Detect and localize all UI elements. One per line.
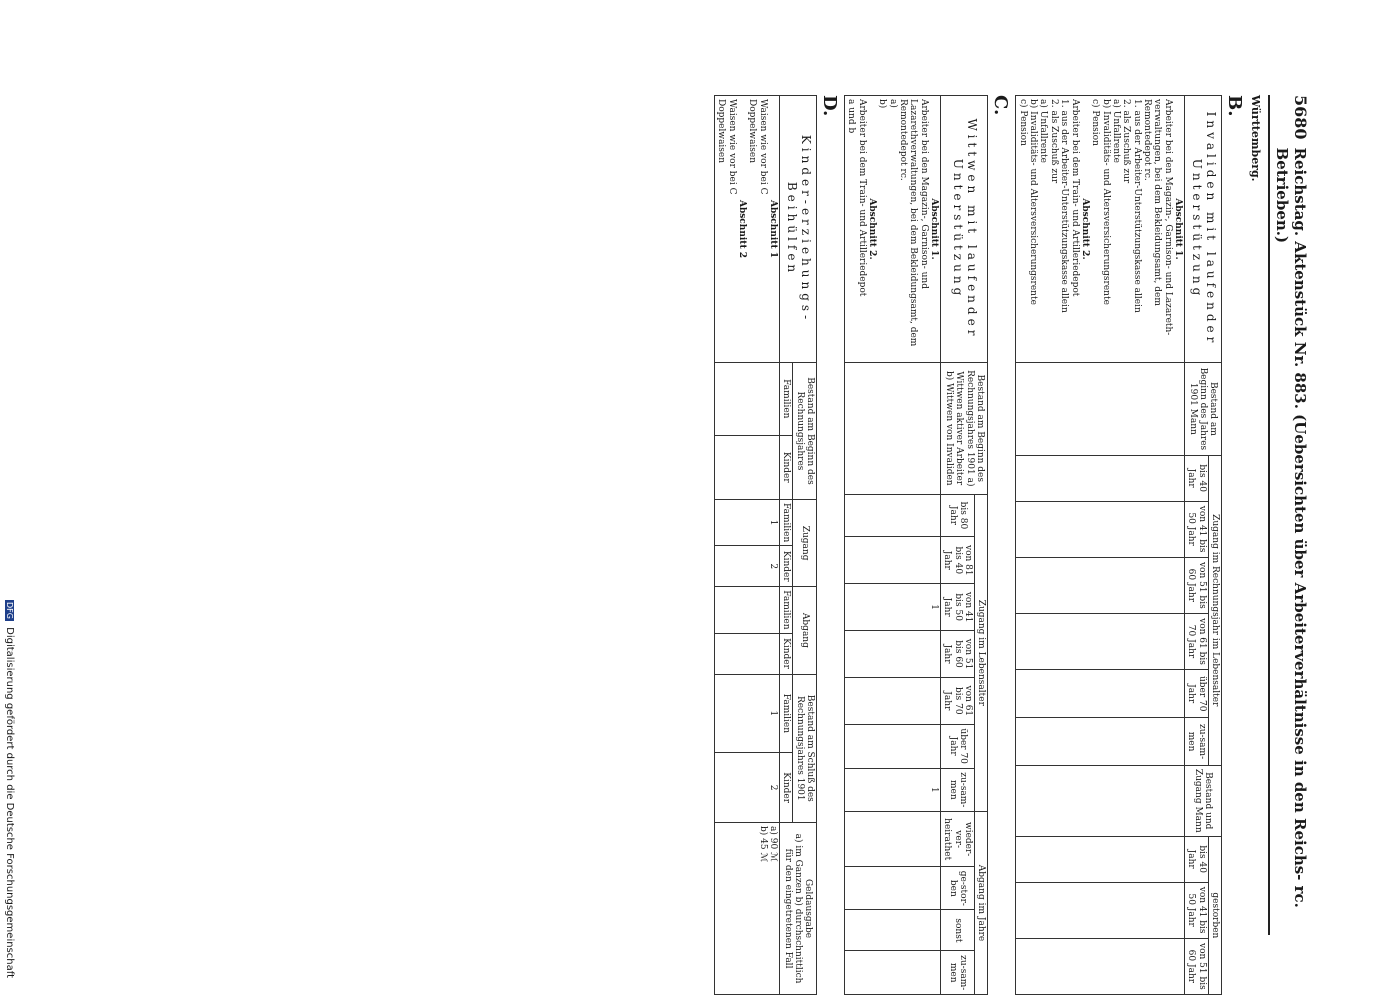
c-empty-cell (845, 724, 941, 768)
b-empty-cell (1016, 455, 1185, 501)
c-age-col: über 70 Jahr (941, 724, 975, 768)
c-empty-cell (845, 951, 941, 995)
footer (3, 600, 17, 995)
b-age-col: von 41 bis 50 Jahr (1184, 501, 1208, 557)
b-age-col: bis 40 Jahr (1184, 455, 1208, 501)
b-age-col: von 51 bis 60 Jahr (1184, 557, 1208, 613)
b-abschnitt1-item: b) Invaliditäts- und Altersversicherungsrente (1100, 99, 1111, 305)
d-bestand-familien: 1 (714, 674, 779, 753)
c-abschnitt2-heading: Abschnitt 2. (867, 198, 878, 260)
c-age-col: von 51 bis 60 Jahr (941, 631, 975, 678)
b-abschnitt1-cell (1016, 96, 1185, 363)
c-age-col: bis 80 Jahr (941, 494, 975, 537)
c-abschnitt2-text: Arbeiter bei dem Train- und Artilleriedepot (856, 99, 867, 297)
d-abschnitt1-heading: Abschnitt 1 (767, 199, 778, 259)
b-abschnitt1-text: Arbeiter bei den Magazin-, Garnison- und Lazareth-verwaltungen, bei dem Bekleidungsamt, dem Remontedepot rc. (1141, 99, 1173, 336)
b-empty-cell (1016, 557, 1185, 613)
d-zugang-header: Zugang (793, 499, 817, 586)
b-age-col: von 61 bis 70 Jahr (1184, 613, 1208, 669)
b-age-col: über 70 Jahr (1184, 670, 1208, 718)
d-geld-header (779, 823, 816, 995)
d-rows-cell (714, 96, 779, 363)
d-sub-col: Familien (779, 674, 792, 753)
d-zugang-familien: 1 (714, 499, 779, 545)
c-ab-a: a) (887, 99, 898, 108)
d-sub-col: Kinder (779, 753, 792, 823)
b-abschnitt2-item: 2. als Zuschuß zur (1048, 99, 1059, 184)
b-abschnitt1-item: 2. als Zuschuß zur (1121, 99, 1132, 184)
d-row: Waisen wie vor bei C (726, 99, 737, 195)
section-b-gestorben-header: gestorben (1208, 836, 1221, 994)
d-sub-col: Kinder (779, 546, 792, 587)
b-empty-cell (1016, 501, 1185, 557)
b-empty-cell (1016, 938, 1185, 994)
section-d-letter: D. (819, 95, 840, 117)
d-geld-cell (714, 823, 779, 995)
d-sub-col: Kinder (779, 435, 792, 499)
b-empty-cell (1016, 765, 1185, 836)
section-c-letter: C. (990, 95, 1012, 116)
c-abschnitt1-heading: Abschnitt 1. (929, 198, 940, 260)
d-row: Doppelwaisen (747, 99, 758, 164)
dfg-logo-icon: DFG (5, 602, 14, 619)
d-bestand-header: Bestand am Beginn des Rechnungsjahres (793, 363, 817, 500)
b-gest-col: von 51 bis 60 Jahr (1184, 938, 1208, 994)
c-age-col: von 61 bis 70 Jahr (941, 677, 975, 724)
page-header (1268, 95, 1310, 935)
b-abschnitt2-item: 1. aus der Arbeiter-Unterstützungskasse allein (1059, 99, 1070, 313)
d-sub-col: Familien (779, 363, 792, 436)
c-ab-b: b) (877, 99, 888, 109)
footer-text-wrap (4, 600, 15, 980)
c-empty-cell (845, 867, 941, 910)
b-abschnitt2-text: Arbeiter bei dem Train- und Artilleriedepot (1069, 99, 1080, 297)
b-empty-cell (1016, 718, 1185, 765)
b-empty-cell (1016, 882, 1185, 938)
d-bestand-kinder: 2 (714, 753, 779, 823)
d-empty-cell (714, 587, 779, 633)
section-c-table (844, 95, 988, 995)
d-empty-cell (714, 363, 779, 436)
b-gest-col: bis 40 Jahr (1184, 836, 1208, 882)
section-b-zugang-header: Zugang im Rechnungsjahr im Lebensalter (1208, 455, 1221, 765)
section-c-bestand-header: Bestand am Beginn des Rechnungsjahres 1901 a) Wittwen aktiver Arbeiter b) Wittwen von Invaliden (941, 363, 988, 495)
section-b-letter: B. (1224, 95, 1245, 117)
c-abschnitt-cell (845, 96, 941, 363)
d-sub-col: Kinder (779, 633, 792, 674)
footer-text: Digitalisierung gefördert durch die Deutsche Forschungsgemeinschaft (4, 627, 15, 978)
d-geld-title: Geldausgabe (803, 878, 814, 939)
b-empty-cell (1016, 670, 1185, 718)
c-abgang-col: sonst (941, 910, 975, 951)
c-empty-cell (845, 631, 941, 678)
b-abschnitt1-item: c) Pension (1090, 99, 1101, 146)
d-sub-col: Familien (779, 587, 792, 633)
c-empty-cell (845, 494, 941, 537)
rotated-document (90, 95, 1310, 995)
c-abgang-col: wieder-ver-heirathet (941, 812, 975, 867)
b-abschnitt2-item: b) Invaliditäts- und Altersversicherungsrente (1028, 99, 1039, 305)
b-abschnitt2-item: c) Pension (1017, 99, 1028, 146)
b-abschnitt1-item: 1. aus der Arbeiter-Unterstützungskasse allein (1131, 99, 1142, 313)
c-abgang-col: zu-sam-men (941, 951, 975, 995)
d-abgang-header: Abgang (793, 587, 817, 674)
d-abschnitt2-heading: Abschnitt 2 (736, 199, 747, 259)
c-empty-cell (845, 537, 941, 584)
d-bestand-end-header: Bestand am Schluß des Rechnungsjahres 1901 (793, 674, 817, 823)
b-gest-col: von 41 bis 50 Jahr (1184, 882, 1208, 938)
c-age-col: von 81 bis 40 Jahr (941, 537, 975, 584)
b-empty-cell (1016, 613, 1185, 669)
b-abschnitt2-heading: Abschnitt 2. (1079, 198, 1090, 260)
section-d-row-label: Kinder-erziehungs-Beihülfen (779, 96, 816, 363)
c-empty-cell (845, 910, 941, 951)
section-c-abgang-header: Abgang im Jahre (975, 812, 988, 995)
c-empty-cell (845, 812, 941, 867)
d-empty-cell (714, 633, 779, 674)
d-geld-b: b) 45 ℳ (757, 826, 768, 863)
c-age-col: von 41 bis 50 Jahr (941, 584, 975, 631)
c-empty-cell (845, 677, 941, 724)
section-b-bestand-end-header: Bestand und Zugang Mann (1184, 765, 1221, 836)
b-abschnitt1-item: a) Unfallrente (1110, 99, 1121, 163)
section-d-table (714, 95, 817, 995)
d-row: Waisen wie vor bei C (757, 99, 768, 195)
c-zugang-41-50: 1 (845, 584, 941, 631)
c-age-col: zu-sam-men (941, 768, 975, 811)
state-heading: Württemberg. (1249, 95, 1262, 182)
b-abschnitt1-heading: Abschnitt 1. (1172, 198, 1183, 260)
c-abschnitt1-text: Arbeiter bei den Magazin-, Garnison- und Lazarethverwaltungen, bei dem Bekleidungsamt, dem Remontedepot rc. (898, 99, 929, 347)
page-title: Reichstag. Aktenstück Nr. 883. (Uebersichten über Arbeiterverhältnisse in den Reichs- rc. Betrieben.) (1273, 147, 1309, 908)
d-sub-col: Familien (779, 499, 792, 545)
b-age-col: zu-sam-men (1184, 718, 1208, 765)
d-geld-a: a) 90 ℳ (767, 826, 778, 862)
section-c-row-label: Wittwen mit laufender Unterstützung (941, 96, 988, 363)
d-row: Doppelwaisen (716, 99, 727, 164)
section-b-bestand-header: Bestand am Beginn des Jahres 1901 Mann (1184, 363, 1221, 456)
d-zugang-kinder: 2 (714, 546, 779, 587)
section-b-row-label: Invaliden mit laufender Unterstützung (1184, 96, 1221, 363)
c-zusammen: 1 (845, 768, 941, 811)
b-empty-cell (1016, 836, 1185, 882)
section-b-table (1015, 95, 1222, 995)
page-number: 5680 (1291, 95, 1310, 140)
c-ab2: a und b (846, 99, 857, 134)
c-abgang-col: ge-stor-ben (941, 867, 975, 910)
c-empty-cell (845, 363, 941, 495)
b-abschnitt2-item: a) Unfallrente (1038, 99, 1049, 163)
b-empty-cell (1016, 363, 1185, 456)
d-empty-cell (714, 435, 779, 499)
section-c-zugang-header: Zugang im Lebensalter (975, 494, 988, 812)
d-geld-sub: a) im Ganzen b) durchschnittlich für den eingetretenen Fall (782, 833, 804, 984)
